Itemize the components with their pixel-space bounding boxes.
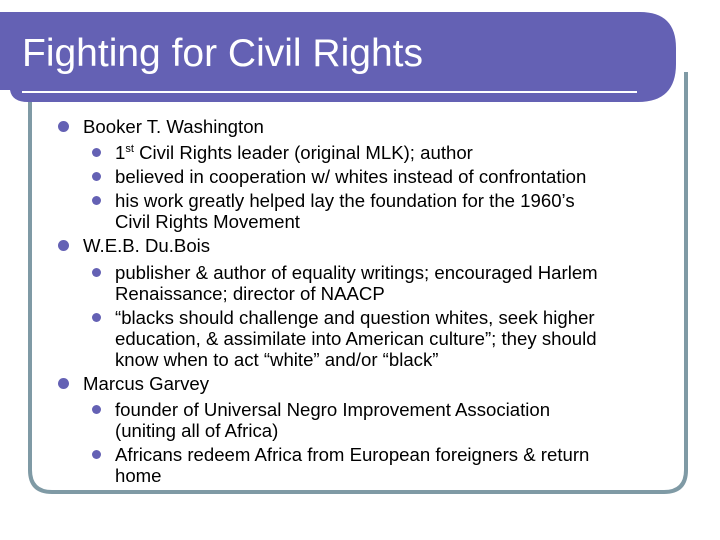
list-subitem-continuation: Renaissance; director of NAACP [115,283,385,304]
subitem-text: Civil Rights leader (original MLK); author [133,142,473,163]
list-subitem-continuation: home [115,465,162,486]
list-subitem-continuation: know when to act “white” and/or “black” [115,349,439,370]
list-subitem: his work greatly helped lay the foundation for the 1960’s [115,190,575,211]
list-subitem: “blacks should challenge and question whites, seek higher [115,307,595,328]
bullet-icon [92,405,101,414]
list-item-heading: W.E.B. Du.Bois [83,235,211,256]
list-subitem-continuation: (uniting all of Africa) [115,420,279,441]
ordinal-suffix: st [125,142,134,155]
bullet-icon [92,268,101,277]
list-subitem: believed in cooperation w/ whites instead of confrontation [115,166,587,187]
list-subitem [115,142,473,163]
subitem-text: 1 [115,142,126,163]
list-subitem: Africans redeem Africa from European foreigners & return [115,444,590,465]
bullet-icon [92,148,101,157]
bullet-icon [58,240,69,251]
bullet-icon [92,313,101,322]
bullet-icon [58,121,69,132]
list-item-heading: Marcus Garvey [83,373,210,394]
bullet-icon [92,196,101,205]
bullet-icon [92,450,101,459]
bullet-icon [58,378,69,389]
list-subitem-continuation: Civil Rights Movement [115,211,300,232]
bullet-icon [92,172,101,181]
list-item-heading: Booker T. Washington [83,116,264,137]
list-subitem-continuation: education, & assimilate into American culture”; they should [115,328,597,349]
slide-title: Fighting for Civil Rights [22,32,423,75]
list-subitem: publisher & author of equality writings; encouraged Harlem [115,262,598,283]
list-subitem: founder of Universal Negro Improvement Association [115,399,551,420]
